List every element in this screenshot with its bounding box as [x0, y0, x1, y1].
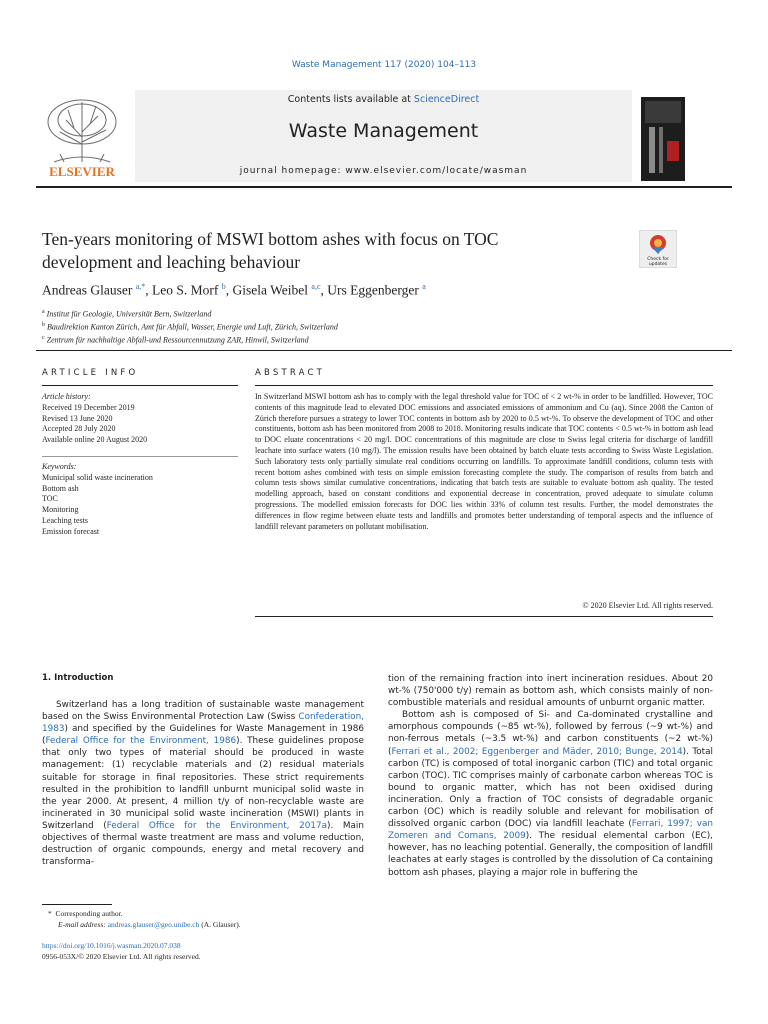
author-affiliation-mark[interactable]: a,c — [311, 282, 321, 291]
body-column-left — [42, 699, 364, 868]
article-info-heading: ARTICLE INFO — [42, 368, 139, 378]
elsevier-logo — [36, 92, 128, 180]
history-item: Revised 13 June 2020 — [42, 413, 113, 423]
author-email-link[interactable]: andreas.glauser@geo.unibe.ch — [107, 920, 200, 929]
history-item: Accepted 28 July 2020 — [42, 424, 116, 434]
author-name[interactable]: Gisela Weibel — [232, 282, 309, 298]
keyword-item: TOC — [42, 494, 58, 504]
abstract-end-rule — [255, 616, 713, 617]
email-suffix: (A. Glauser). — [201, 920, 241, 929]
affiliation-item: $^c$ Zentrum für nachhaltige Abfall-und Ressourcennutzung ZAR, Hinwil, Switzerland — [42, 335, 309, 345]
keyword-item: Municipal solid waste incineration — [42, 472, 153, 482]
author-list: Andreas Glauser $^{a,*}$, Leo S. Morf $^b$, Gisela Weibel $^{a,c}$, Urs Eggenberger $^a$ — [42, 282, 426, 298]
keywords-heading: Keywords: — [42, 462, 77, 471]
author-affiliation-mark[interactable]: a,* — [135, 282, 146, 291]
body-column-right — [388, 673, 713, 879]
keyword-item: Emission forecast — [42, 526, 100, 536]
author-name[interactable]: Andreas Glauser — [42, 282, 133, 298]
svg-text:updates: updates — [648, 262, 668, 267]
paragraph: tion of the remaining fraction into inert incineration residues. About 20 wt-% (750'000 t/y) remain as bottom ash, which consists mainly of non-combustible materials and residual amounts of unburnt organic matter. — [388, 674, 713, 709]
article-history-heading: Article history: — [42, 392, 91, 401]
keyword-item: Bottom ash — [42, 483, 79, 493]
citation-link[interactable]: Ferrari et al., 2002; Eggenberger and Mäder, 2010; Bunge, 2014 — [391, 746, 683, 757]
footnote-label: Corresponding author. — [55, 909, 123, 918]
article-info-rule — [42, 385, 238, 386]
abstract-copyright: © 2020 Elsevier Ltd. All rights reserved. — [582, 601, 713, 610]
citation-link[interactable]: Confederation, 1983 — [42, 712, 364, 735]
journal-citation[interactable]: Waste Management 117 (2020) 104–113 — [291, 60, 477, 70]
sciencedirect-link[interactable]: ScienceDirect — [413, 94, 480, 105]
abstract-rule — [255, 385, 713, 386]
author-name[interactable]: Urs Eggenberger — [327, 282, 419, 298]
keywords — [42, 462, 242, 538]
history-item: Available online 20 August 2020 — [42, 435, 148, 445]
doi-link[interactable]: https://doi.org/10.1016/j.wasman.2020.07.038 — [42, 941, 181, 950]
paragraph: Switzerland has a long tradition of sustainable waste management based on the Swiss Environmental Protection Law (Swiss Confederation, 1983) and specified by the Guidelines for Waste Management in 1986 (Federal Office for the Environment, 1986). These guidelines propose that only two types of material should be produced in waste management: (1) recyclable materials and (2) residual materials suitable for storage in final repositories. These strict requirements resulted in the prohibition to landfill unburnt municipal solid waste in the year 2000. At present, 4 million t/y of non-recyclable waste are incinerated in 30 municipal solid waste incineration (MSWI) plants in Switzerland (Federal Office for the Environment, 2017a). Main objectives of thermal waste treatment are mass and volume reduction, destruction of organic compounds, energy and metal recovery and transforma- — [42, 700, 364, 868]
citation-link[interactable]: Ferrari, 1997; van Zomeren and Comans, 2009 — [388, 819, 713, 842]
journal-cover-image — [641, 97, 685, 181]
journal-title: Waste Management — [288, 120, 479, 142]
author-name[interactable]: Leo S. Morf — [152, 282, 219, 298]
keyword-item: Leaching tests — [42, 515, 88, 525]
email-label: E-mail address: — [58, 920, 106, 929]
article-title: Ten-years monitoring of MSWI bottom ashes with focus on TOC development and leaching behaviour — [42, 229, 499, 272]
journal-homepage[interactable]: journal homepage: www.elsevier.com/locate/wasman — [239, 166, 528, 176]
keyword-item: Monitoring — [42, 505, 79, 515]
publisher-name: ELSEVIER — [49, 164, 115, 179]
contents-line — [135, 94, 632, 105]
title-divider — [36, 350, 732, 351]
author-affiliation-mark[interactable]: b — [221, 282, 226, 291]
article-history — [42, 392, 242, 446]
abstract-heading: ABSTRACT — [255, 368, 326, 378]
footnote-rule — [42, 904, 112, 905]
footnote-marker: * — [48, 909, 52, 918]
affiliation-item: $^a$ Institut für Geologie, Universität Bern, Switzerland — [42, 309, 212, 319]
history-item: Received 19 December 2019 — [42, 402, 135, 412]
affiliations — [42, 307, 692, 346]
issn-line: 0956-053X/© 2020 Elsevier Ltd. All rights reserved. — [42, 952, 201, 961]
check-for-updates-badge[interactable] — [639, 230, 677, 268]
citation-link[interactable]: Federal Office for the Environment, 2017a — [106, 820, 328, 831]
abstract-text: In Switzerland MSWI bottom ash has to comply with the legal threshold value for TOC of < 2 wt-% in order to be landfilled. However, TOC contents of this magnitude lead to elevated DOC emissions and associated emissions of ammonium and Cu (aq). Since 2008 the Canton of Zürich therefore pursues a strategy to lower TOC contents in bottom ash by 2020 to 0.5 wt-%. To observe the development of TOC and other constituents, bottom ash has been monitored from 2008 to 2018. Monitoring results indicate that TOC contents < 0.5 wt-% in bottom ash lead to DOC eluate concentrations < 20 mg/l. DOC concentrations of this magnitude are close to Swiss legal criteria for discharge of landfill leachate into surface waters (10 mg/l). The emission results have been obtained by batch eluate tests according to Swiss Waste Legislation. Such laboratory tests only partially simulate real conditions occurring on landfills. To approximate landfill conditions, column tests with recent bottom ashes combined with tests on simple emission forecasting complete the study. The comparison of results from batch and column tests shows similar cumulative concentrations, indicating that batch tests are suitable to evaluate bottom ash quality. The tested modelling approach, based on constant conditions and exponential decrease in concentration, proved adequate to simulate column progressions. The modelled emission forecasts for DOC lies within 33% of column test results. Further, the model demonstrates the differences in flow regime between eluate tests and landfills and promotes better understanding of temporal aspects and the influence of landfill relevant parameters on pollutant mobilisation. — [255, 392, 713, 531]
keywords-rule — [42, 456, 238, 457]
doi-block — [42, 940, 372, 962]
svg-text:Check for: Check for — [647, 257, 669, 262]
introduction-heading: 1. Introduction — [42, 673, 114, 683]
citation-link[interactable]: Federal Office for the Environment, 1986 — [45, 736, 237, 747]
author-affiliation-mark[interactable]: a — [422, 282, 426, 291]
affiliation-item: $^b$ Baudirektion Kanton Zürich, Amt für Abfall, Wasser, Energie und Luft, Zürich, Switzerland — [42, 322, 338, 332]
header-divider — [36, 186, 732, 188]
contents-prefix: Contents lists available at — [287, 94, 414, 105]
footnote — [42, 908, 372, 930]
paragraph: Bottom ash is composed of Si- and Ca-dominated crystalline and amorphous compounds (~85 wt-%), followed by ferrous (~9 wt-%) and non-ferrous metals (~3.5 wt-%) and carbon constituents (~2 wt-%) (Ferrari et al., 2002; Eggenberger and Mäder, 2010; Bunge, 2014). Total carbon (TC) is composed of total inorganic carbon (TIC) and total organic carbon (TOC). TIC comprises mainly of carbonate carbon whereas TOC is bound to organic matter, which has not been oxidised during incineration. Only a fraction of TOC consists of degradable organic carbon (OC) which is readily soluble and relevant for mobilisation of dissolved organic carbon (DOC) via landfill leachate (Ferrari, 1997; van Zomeren and Comans, 2009). The residual elemental carbon (EC), however, has no leaching potential. Generally, the composition of landfill leachates at early stages is controlled by the dissolution of Ca containing bottom ash phases, playing a major role in buffering the — [388, 710, 714, 878]
